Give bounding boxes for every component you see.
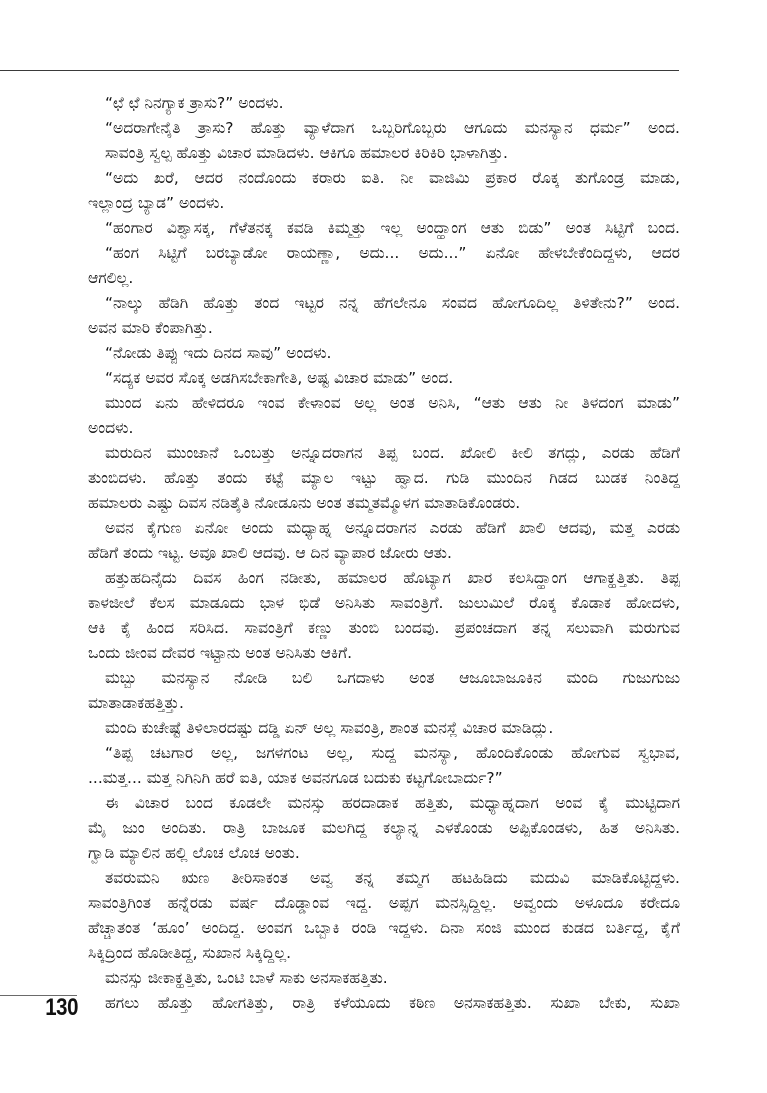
text-line: ...ಮತ್ತ... ಮತ್ತ ನಿಗಿನಿಗಿ ಹರೆ ಐತಿ, ಯಾಕ ಅವನಗೂಡ ಬದುಕು ಕಟ್ಟಗೋಬಾರ್ದು?” bbox=[88, 769, 503, 787]
text-line: ಮರುದಿನ ಮುಂಜಾನೆ ಒಂಬತ್ತು ಅನ್ನೂದರಾಗನ ತಿಪ್ಪ ಬಂದ. ಖೋಲಿ ಕೀಲಿ ತಗದ್ಲು, ಎರಡು ಹೆಡಿಗೆ bbox=[105, 444, 680, 462]
text-line: ಸಾವಂತ್ರಿ ಸ್ವಲ್ಪ ಹೊತ್ತು ವಿಚಾರ ಮಾಡಿದಳು. ಆಕಿಗೂ ಹಮಾಲರ ಕಿರಿಕಿರಿ ಭಾಳಾಗಿತ್ತು. bbox=[105, 144, 508, 162]
text-line: ಇಲ್ಲಾಂದ್ರ ಬ್ಯಾಡ” ಅಂದಳು. bbox=[88, 194, 225, 212]
text-line: ಆಕಿ ಕೈ ಹಿಂದ ಸರಿಸಿದ. ಸಾವಂತ್ರಿಗೆ ಕಣ್ಣು ತುಂಬಿ ಬಂದವು. ಪ್ರಪಂಚದಾಗ ತನ್ನ ಸಲುವಾಗಿ ಮರುಗುವ bbox=[88, 619, 680, 637]
text-line: “ಹಂಗ ಸಿಟ್ಟಿಗೆ ಬರಬ್ಯಾಡೋ ರಾಯಣ್ಣಾ, ಅದು... ಅದು...” ಏನೋ ಹೇಳಬೇಕೆಂದಿದ್ದಳು, ಆದರ bbox=[105, 244, 680, 262]
text-line: “ಅದು ಖರೆ, ಆದರ ನಂದೊಂದು ಕರಾರು ಐತಿ. ನೀ ವಾಜಿಮಿ ಪ್ರಕಾರ ರೊಕ್ಕ ತುಗೊಂಡ್ರ ಮಾಡು, bbox=[105, 169, 680, 187]
text-line: ಹೆಚ್ಚಾತಂತ ‘ಹೂಂ’ ಅಂದಿದ್ದ. ಅಂವಗ ಒಬ್ಬಾಕಿ ರಂಡಿ ಇದ್ದಳು. ದಿನಾ ಸಂಜಿ ಮುಂದ ಕುಡದ ಬರ್ತಿದ್ದ, ಕೈಗೆ bbox=[88, 919, 680, 937]
text-line: “ಹಂಗಾರ ವಿಶ್ವಾಸಕ್ಕ, ಗೆಳೆತನಕ್ಕ ಕವಡಿ ಕಿಮ್ಮತ್ತು ಇಲ್ಲ ಅಂದ್ಹಾಂಗ ಆತು ಬಿಡು” ಅಂತ ಸಿಟ್ಟಿಗೆ ಬಂದ. bbox=[105, 219, 680, 237]
text-line: ಮಬ್ಬು ಮನಸ್ಯಾನ ನೋಡಿ ಬಲಿ ಒಗದಾಳು ಅಂತ ಆಜೂಬಾಜೂಕಿನ ಮಂದಿ ಗುಜುಗುಜು bbox=[105, 669, 680, 687]
text-line: ಸಿಕ್ಕಿದ್ರಿಂದ ಹೊಡೀತಿದ್ದ, ಸುಖಾನ ಸಿಕ್ಕಿದ್ದಿಲ್ಲ. bbox=[88, 944, 292, 962]
text-line: ಗ್ವಾಡಿ ಮ್ಯಾಲಿನ ಹಲ್ಲಿ ಲೊಚ ಲೊಚ ಅಂತು. bbox=[88, 844, 300, 862]
text-line: ಮಾತಾಡಾಕಹತ್ತಿತ್ತು. bbox=[88, 694, 184, 712]
text-line: “ಛೆ ಛೆ ನಿನಗ್ಯಾಕ ತ್ರಾಸು?” ಅಂದಳು. bbox=[105, 94, 284, 112]
text-line: ಅವನ ಮಾರಿ ಕೆಂಪಾಗಿತ್ತು. bbox=[88, 319, 213, 337]
text-line: ಈ ವಿಚಾರ ಬಂದ ಕೂಡಲೇ ಮನಸ್ಸು ಹರದಾಡಾಕ ಹತ್ತಿತು, ಮಧ್ಯಾಹ್ನದಾಗ ಅಂವ ಕೈ ಮುಟ್ಟಿದಾಗ bbox=[105, 794, 680, 812]
text-line: ಮನಸ್ಸು ಜೀಕಾಕ್ಹತ್ತಿತು, ಒಂಟಿ ಬಾಳೆ ಸಾಕು ಅನಸಾಕಹತ್ತಿತು. bbox=[105, 969, 388, 987]
text-line: ಕಾಳಜೀಲೆ ಕೆಲಸ ಮಾಡೂದು ಭಾಳ ಭಿಡೆ ಅನಿಸಿತು ಸಾವಂತ್ರಿಗೆ. ಜುಲುಮಿಲೆ ರೊಕ್ಕ ಕೊಡಾಕ ಹೋದಳು, bbox=[88, 594, 680, 612]
text-line: ಹೆಡಿಗೆ ತಂದು ಇಟ್ಟ. ಅವೂ ಖಾಲಿ ಆದವು. ಆ ದಿನ ವ್ಯಾಪಾರ ಜೋರು ಆತು. bbox=[88, 544, 452, 562]
text-line: “ನಾಲ್ಕು ಹೆಡಿಗಿ ಹೊತ್ತು ತಂದ ಇಟ್ಟರ ನನ್ನ ಹೆಗಲೇನೂ ಸಂವದ ಹೋಗೂದಿಲ್ಲ ತಿಳಿತೇನು?” ಅಂದ. bbox=[105, 294, 680, 312]
text-line: “ತಿಪ್ಪ ಚಟಗಾರ ಅಲ್ಲ, ಜಗಳಗಂಟ ಅಲ್ಲ, ಸುದ್ದ ಮನಸ್ಯಾ, ಹೊಂದಿಕೊಂಡು ಹೋಗುವ ಸ್ವಭಾವ, bbox=[105, 744, 680, 762]
text-line: “ಅದರಾಗೇನೈತಿ ತ್ರಾಸು? ಹೊತ್ತು ವ್ಯಾಳೆದಾಗ ಒಬ್ಬರಿಗೊಬ್ಬರು ಆಗೂದು ಮನಸ್ಯಾನ ಧರ್ಮ” ಅಂದ. bbox=[105, 119, 680, 137]
text-line: ತುಂಬಿದಳು. ಹೊತ್ತು ತಂದು ಕಟ್ಟೆ ಮ್ಯಾಲ ಇಟ್ಟು ಹ್ವಾದ. ಗುಡಿ ಮುಂದಿನ ಗಿಡದ ಬುಡಕ ನಿಂತಿದ್ದ bbox=[88, 469, 680, 487]
text-line: ಸಾವಂತ್ರಿಗಿಂತ ಹನ್ನೆರಡು ವರ್ಷ ದೊಡ್ಡಾಂವ ಇದ್ದ. ಅಪ್ಪಗ ಮನಸ್ಸಿದ್ದಿಲ್ಲ. ಅವ್ವಂದು ಅಳೂದೂ ಕರೇದೂ bbox=[88, 894, 680, 912]
text-line: ಹಗಲು ಹೊತ್ತು ಹೋಗತಿತ್ತು, ರಾತ್ರಿ ಕಳೆಯೂದು ಕಠಿಣ ಅನಸಾಕಹತ್ತಿತು. ಸುಖಾ ಬೇಕು, ಸುಖಾ bbox=[105, 994, 680, 1012]
text-line: ಅಂದಳು. bbox=[88, 419, 134, 437]
text-line: ಒಂದು ಜೀಂವ ದೇವರ ಇಟ್ಟಾನು ಅಂತ ಅನಿಸಿತು ಆಕಿಗೆ. bbox=[88, 644, 353, 662]
page-number: 130 bbox=[45, 994, 78, 1021]
text-line: ಮಂದಿ ಕುಚೇಷ್ಟೆ ತಿಳಿಲಾರದಷ್ಟು ದಡ್ಡಿ ಏನ್ ಅಲ್ಲ ಸಾವಂತ್ರಿ, ಶಾಂತ ಮನಸ್ಲೆ ವಿಚಾರ ಮಾಡಿದ್ಲು. bbox=[105, 719, 554, 737]
text-line: ಹಮಾಲರು ಎಷ್ಟು ದಿವಸ ನಡಿತೈತಿ ನೋಡೂನು ಅಂತ ತಮ್ಮತಮ್ಮೊಳಗ ಮಾತಾಡಿಕೊಂಡರು. bbox=[88, 494, 521, 512]
text-line: ಮೈ ಜುಂ ಅಂದಿತು. ರಾತ್ರಿ ಬಾಜೂಕ ಮಲಗಿದ್ದ ಕಲ್ಯಾನ್ನ ಎಳಕೊಂಡು ಅಪ್ಪಿಕೊಂಡಳು, ಹಿತ ಅನಿಸಿತು. bbox=[88, 819, 680, 837]
text-line: ಹತ್ತುಹದಿನೈದು ದಿವಸ ಹಿಂಗ ನಡೀತು, ಹಮಾಲರ ಹೊಟ್ಯಾಗ ಖಾರ ಕಲಸಿದ್ಹಾಂಗ ಆಗಾಕ್ಹತ್ತಿತು. ತಿಪ್ಪ bbox=[105, 569, 680, 587]
text-line: “ನೋಡು ತಿಪ್ಪು ಇದು ದಿನದ ಸಾವು” ಅಂದಳು. bbox=[105, 344, 332, 362]
text-line: ಮುಂದ ಏನು ಹೇಳಿದರೂ ಇಂವ ಕೇಳಾಂವ ಅಲ್ಲ ಅಂತ ಅನಿಸಿ, “ಆತು ಆತು ನೀ ತಿಳದಂಗ ಮಾಡು” bbox=[105, 394, 680, 412]
text-line: ಆಗಲಿಲ್ಲ. bbox=[88, 269, 134, 287]
text-line: ತವರುಮನಿ ಋಣ ತೀರಿಸಾಕಂತ ಅವ್ವ ತನ್ನ ತಮ್ಮಗ ಹಟಹಿಡಿದು ಮದುವಿ ಮಾಡಿಕೊಟ್ಟಿದ್ದಳು. bbox=[105, 869, 680, 887]
text-line: ಅವನ ಕೈಗುಣ ಏನೋ ಅಂದು ಮಧ್ಯಾಹ್ನ ಅನ್ನೂದರಾಗನ ಎರಡು ಹೆಡಿಗೆ ಖಾಲಿ ಆದವು, ಮತ್ತ ಎರಡು bbox=[105, 519, 680, 537]
text-line: “ಸದ್ಯಕ ಅವರ ಸೊಕ್ಕ ಅಡಗಿಸಬೇಕಾಗೇತಿ, ಅಷ್ಟ ವಿಚಾರ ಮಾಡು” ಅಂದ. bbox=[105, 369, 454, 387]
